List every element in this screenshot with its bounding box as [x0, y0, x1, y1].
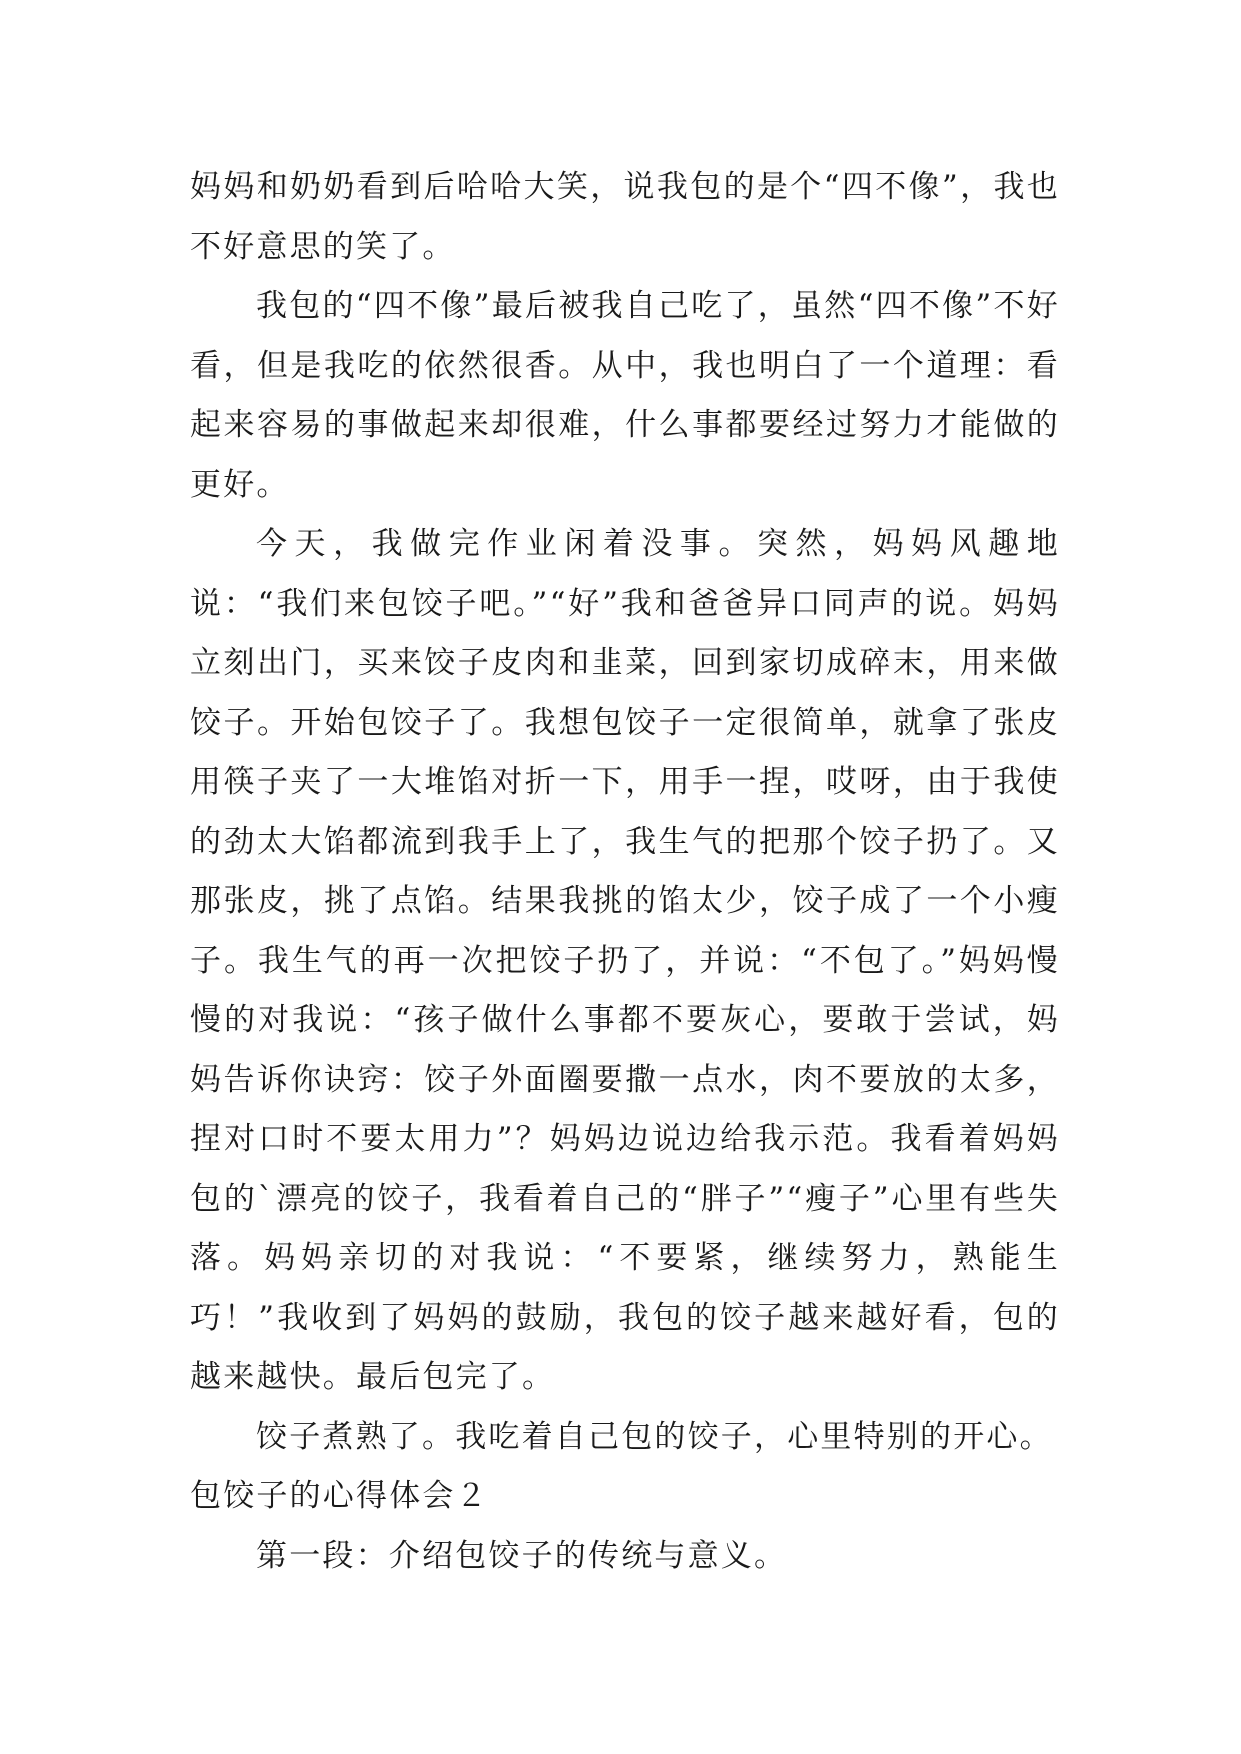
section-heading: 包饺子的心得体会２	[190, 1478, 489, 1514]
paragraph-1: 妈妈和奶奶看到后哈哈大笑，说我包的是个“四不像”，我也不好意思的笑了。	[190, 169, 1060, 265]
paragraph-3: 今天，我做完作业闲着没事。突然，妈妈风趣地说：“我们来包饺子吧。”“好”我和爸爸异口同声的说。妈妈立刻出门，买来饺子皮肉和韭菜，回到家切成碎末，用来做饺子。开始包饺子了。我想包饺子一定很简单，就拿了张皮用筷子夹了一大堆馅对折一下，用手一捏，哎呀，由于我使的劲太大馅都流到我手上了，我生气的把那个饺子扔了。又那张皮，挑了点馅。结果我挑的馅太少，饺子成了一个小瘦子。我生气的再一次把饺子扔了，并说：“不包了。”妈妈慢慢的对我说：“孩子做什么事都不要灰心，要敢于尝试，妈妈告诉你诀窍：饺子外面圈要撒一点水，肉不要放的太多，捏对口时不要太用力”？妈妈边说边给我示范。我看着妈妈包的`漂亮的饺子，我看着自己的“胖子”“瘦子”心里有些失落。妈妈亲切的对我说：“不要紧，继续努力，熟能生巧！”我收到了妈妈的鼓励，我包的饺子越来越好看，包的越来越快。最后包完了。	[190, 526, 1060, 1395]
paragraph-5: 第一段：介绍包饺子的传统与意义。	[256, 1537, 788, 1574]
document-body	[190, 158, 1060, 1586]
paragraph-4: 饺子煮熟了。我吃着自己包的饺子，心里特别的开心。	[256, 1418, 1053, 1455]
paragraph-2: 我包的“四不像”最后被我自己吃了，虽然“四不像”不好看，但是我吃的依然很香。从中，我也明白了一个道理：看起来容易的事做起来却很难，什么事都要经过努力才能做的更好。	[190, 288, 1060, 503]
